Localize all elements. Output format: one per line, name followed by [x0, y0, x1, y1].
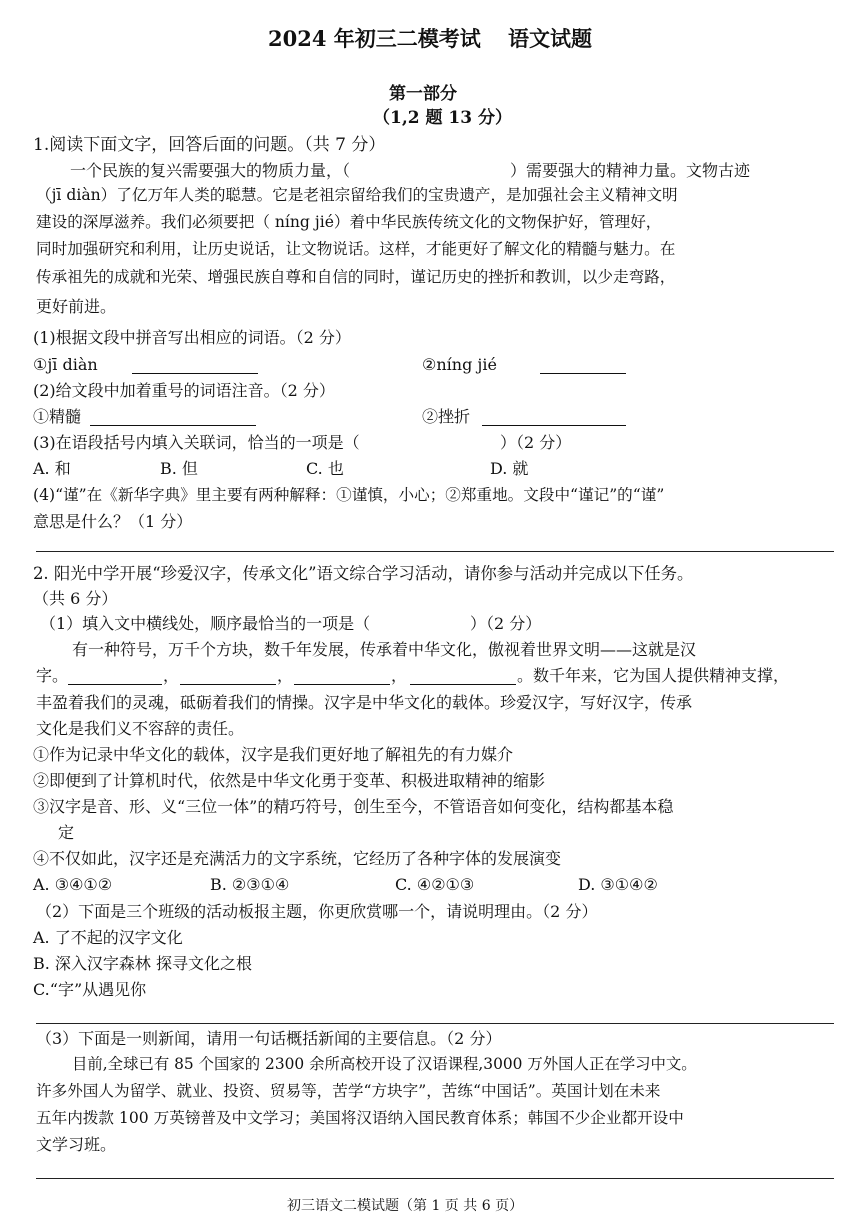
q2-stem-cont: （共 6 分）	[33, 589, 118, 608]
q2-item-cont: 定	[58, 823, 75, 842]
comma: ，	[163, 666, 180, 685]
news-line: 文学习班。	[36, 1135, 117, 1154]
answer-blank[interactable]	[132, 359, 258, 374]
answer-blank[interactable]	[482, 411, 626, 426]
q2-theme: C.“字”从遇见你	[33, 980, 147, 999]
answer-blank[interactable]	[90, 411, 256, 426]
comma: ，	[391, 666, 408, 685]
q1-stem: 1.阅读下面文字，回答后面的问题。（共 7 分）	[33, 135, 386, 155]
q2-item: ②即便到了计算机时代，依然是中华文化勇于变革、积极进取精神的缩影	[33, 771, 546, 790]
answer-line[interactable]	[36, 551, 834, 552]
q1-passage-line: ）需要强大的精神力量。文物古迹	[510, 161, 751, 180]
answer-blank[interactable]	[410, 670, 516, 685]
option-d[interactable]: D. 就	[490, 459, 529, 478]
q2-item: ④不仅如此，汉字还是充满活力的文字系统，它经历了各种字体的发展演变	[33, 849, 562, 868]
option-a[interactable]: A. ③④①②	[33, 875, 113, 894]
answer-blank[interactable]	[540, 359, 626, 374]
option-b[interactable]: B. ②③①④	[210, 875, 290, 894]
part-scope: （1,2 题 13 分）	[373, 108, 512, 128]
q2-theme: B. 深入汉字森林 探寻文化之根	[33, 954, 253, 973]
q1-passage-line: 一个民族的复兴需要强大的物质力量，（	[70, 161, 351, 180]
q2-stem: 2. 阳光中学开展“珍爱汉字，传承文化”语文综合学习活动，请你参与活动并完成以下任务。	[33, 564, 694, 583]
q2-passage-line: 。数千年来，它为国人提供精神支撑，	[517, 666, 790, 685]
q2-sub1-score: ）（2 分）	[470, 614, 542, 633]
q1-sub3-score: ）（2 分）	[500, 433, 572, 452]
q2-passage-line: 文化是我们义不容辞的责任。	[36, 719, 245, 738]
exam-title: 2024 年初三二模考试	[268, 26, 481, 51]
answer-blank[interactable]	[68, 670, 162, 685]
option-a[interactable]: A. 和	[33, 459, 71, 478]
news-line: 目前,全球已有 85 个国家的 2300 余所高校开设了汉语课程,3000 万外国人正在学习中文。	[72, 1055, 697, 1073]
q1-passage-line: 同时加强研究和利用，让历史说话，让文物说话。这样，才能更好了解文化的精髓与魅力。在	[36, 240, 676, 258]
q1-sub4: (4)“谨”在《新华字典》里主要有两种解释：①谨慎，小心；②郑重地。文段中“谨记”的“谨”	[33, 486, 665, 504]
comma: ，	[277, 666, 294, 685]
option-b[interactable]: B. 但	[160, 459, 198, 478]
q2-passage-line: 丰盈着我们的灵魂，砥砺着我们的情操。汉字是中华文化的载体。珍爱汉字，写好汉字，传承	[36, 693, 693, 712]
q1-sub2: (2)给文段中加着重号的词语注音。（2 分）	[33, 381, 335, 400]
q2-item: ③汉字是音、形、义“三位一体”的精巧符号，创生至今，不管语音如何变化，结构都基本稳	[33, 797, 674, 816]
news-line: 许多外国人为留学、就业、投资、贸易等，苦学“方块字”，苦练“中国话”。英国计划在未来	[36, 1082, 661, 1100]
q1-passage-line: 建设的深厚滋养。我们必须要把（ níng jié）着中华民族传统文化的文物保护好，管理好，	[36, 213, 662, 231]
option-d[interactable]: D. ③①④②	[578, 875, 658, 894]
q2-theme: A. 了不起的汉字文化	[33, 928, 183, 947]
q1-passage-line: 更好前进。	[36, 297, 117, 316]
answer-line[interactable]	[36, 1023, 834, 1024]
page-footer: 初三语文二模试题（第 1 页 共 6 页）	[287, 1198, 524, 1214]
option-c[interactable]: C. ④②①③	[395, 875, 475, 894]
q2-passage-line: 有一种符号，万千个方块，数千年发展，传承着中华文化，傲视着世界文明——这就是汉	[72, 640, 697, 659]
q2-sub2: （2）下面是三个班级的活动板报主题，你更欣赏哪一个，请说明理由。（2 分）	[36, 902, 598, 921]
answer-blank[interactable]	[294, 670, 390, 685]
q1-passage-line: （jī diàn）了亿万年人类的聪慧。它是老祖宗留给我们的宝贵遗产，是加强社会主义精神文明	[36, 186, 678, 204]
q1-sub2-a: ①精髓	[33, 407, 82, 426]
answer-blank[interactable]	[180, 670, 276, 685]
q2-passage-line: 字。	[36, 666, 69, 685]
q1-sub3: (3)在语段括号内填入关联词，恰当的一项是（	[33, 433, 360, 452]
option-c[interactable]: C. 也	[306, 459, 344, 478]
news-line: 五年内拨款 100 万英镑普及中文学习；美国将汉语纳入国民教育体系；韩国不少企业都开设中	[36, 1109, 684, 1127]
part-heading: 第一部分	[389, 84, 457, 104]
q1-sub1-b: ②níng jié	[422, 355, 497, 374]
exam-subject: 语文试题	[508, 26, 592, 51]
q2-sub1: （1）填入文中横线处，顺序最恰当的一项是（	[40, 614, 371, 633]
answer-line[interactable]	[36, 1178, 834, 1179]
q1-sub1-a: ①jī diàn	[33, 355, 98, 374]
q1-sub4-cont: 意思是什么？（1 分）	[33, 512, 193, 531]
q1-sub1: (1)根据文段中拼音写出相应的词语。（2 分）	[33, 328, 351, 347]
q1-sub2-b: ②挫折	[422, 407, 471, 426]
q2-item: ①作为记录中华文化的载体，汉字是我们更好地了解祖先的有力媒介	[33, 745, 514, 764]
q1-passage-line: 传承祖先的成就和光荣、增强民族自尊和自信的同时，谨记历史的挫折和教训，以少走弯路，	[36, 268, 676, 286]
q2-sub3: （3）下面是一则新闻，请用一句话概括新闻的主要信息。（2 分）	[36, 1029, 502, 1048]
